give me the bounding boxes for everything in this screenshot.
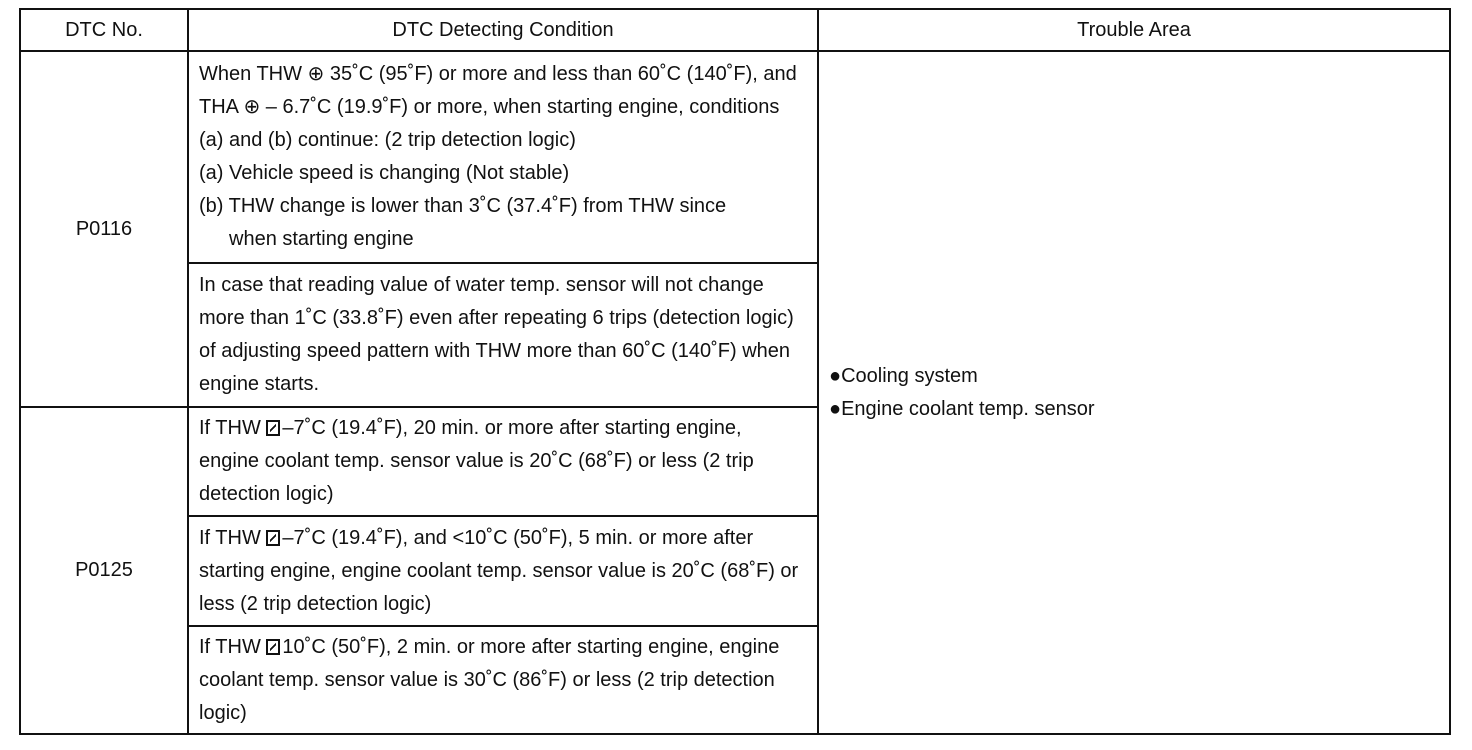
header-row [20,9,1450,51]
condition-cell [188,516,818,626]
condition-sub-b [199,190,807,256]
condition-cell [188,51,818,263]
header-dtc-no: DTC No. [20,9,188,51]
comparison-symbol-icon [266,530,280,546]
condition-text: 10˚C (50˚F), 2 min. or more after starting engine, engine coolant temp. sensor value is 30˚C (86˚F) or less (2 trip detection logic) [199,635,780,724]
trouble-area-item: ●Cooling system [829,364,978,387]
trouble-area-item: ●Engine coolant temp. sensor [829,397,1095,420]
dtc-code-p0116: P0116 [20,51,188,407]
comparison-symbol-icon [266,639,280,655]
table-header [20,9,1450,51]
header-trouble-area: Trouble Area [818,9,1450,51]
trouble-area-cell [818,51,1450,734]
condition-prefix: If THW [199,526,261,549]
table-body [20,51,1450,734]
header-condition: DTC Detecting Condition [188,9,818,51]
condition-cell [188,626,818,734]
comparison-symbol-icon [266,420,280,436]
condition-cell: In case that reading value of water temp. sensor will not change more than 1˚C (33.8˚F) even after repeating 6 trips (detection logic) of adjusting speed pattern with THW more than 60˚C (140˚F) when engine starts. [188,263,818,407]
condition-sub-b-first: (b) THW change is lower than 3˚C (37.4˚F) from THW since [199,195,727,217]
table-row [20,51,1450,263]
condition-intro: When THW ⊕ 35˚C (95˚F) or more and less than 60˚C (140˚F), and THA ⊕ – 6.7˚C (19.9˚F) or more, when starting engine, conditions (a) and (b) continue: (2 trip detection logic) [199,63,797,151]
condition-cell [188,407,818,516]
condition-prefix: If THW [199,635,261,658]
condition-prefix: If THW [199,417,261,439]
condition-sub-a: (a) Vehicle speed is changing (Not stable) [199,162,570,184]
dtc-code-p0125: P0125 [20,407,188,734]
condition-sub-b-rest: when starting engine [229,228,414,250]
dtc-table [19,8,1451,735]
condition-text: –7˚C (19.4˚F), 20 min. or more after starting engine, engine coolant temp. sensor value is 20˚C (68˚F) or less (2 trip detection logic) [199,417,754,505]
condition-text: –7˚C (19.4˚F), and <10˚C (50˚F), 5 min. or more after starting engine, engine coolant temp. sensor value is 20˚C (68˚F) or less (2 trip detection logic) [199,526,799,615]
